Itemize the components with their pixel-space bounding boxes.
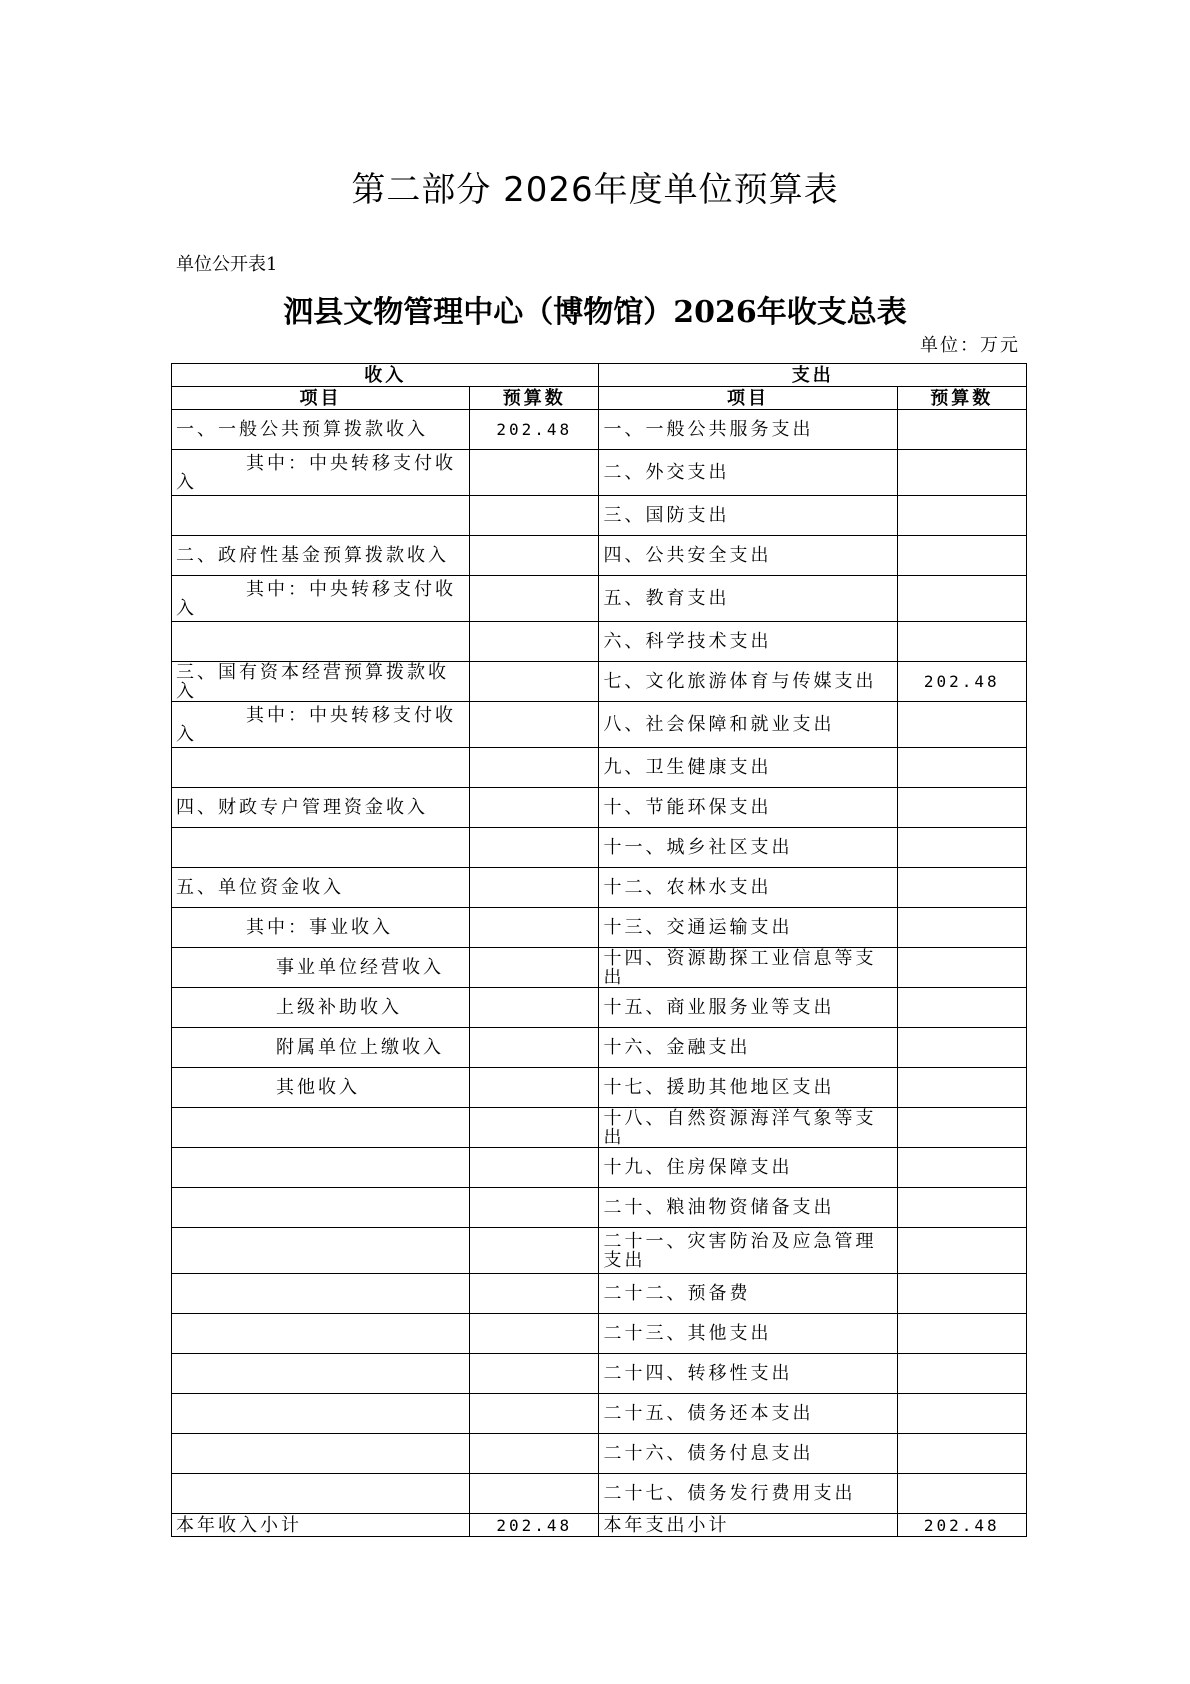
- income-total-label: 本年收入小计: [172, 1514, 470, 1537]
- expense-header: 支出: [599, 364, 1027, 387]
- income-amount: [470, 1028, 599, 1068]
- total-row: [172, 1514, 1027, 1537]
- expense-item: 二、外交支出: [599, 450, 897, 496]
- income-budget-header: 预算数: [470, 387, 599, 410]
- expense-amount: [897, 1354, 1026, 1394]
- expense-item: 十、节能环保支出: [599, 788, 897, 828]
- income-amount: [470, 450, 599, 496]
- expense-item: 十八、自然资源海洋气象等支出: [599, 1108, 897, 1148]
- table-row: [172, 1148, 1027, 1188]
- income-item: 附属单位上缴收入: [172, 1028, 470, 1068]
- unit-label: 单位：万元: [920, 335, 1020, 356]
- expense-item: 二十、粮油物资储备支出: [599, 1188, 897, 1228]
- expense-amount: [897, 788, 1026, 828]
- income-amount: [470, 1274, 599, 1314]
- expense-item: 十一、城乡社区支出: [599, 828, 897, 868]
- expense-item: 四、公共安全支出: [599, 536, 897, 576]
- expense-amount: [897, 948, 1026, 988]
- income-amount: [470, 576, 599, 622]
- table-row: [172, 410, 1027, 450]
- income-item-text: 其中：中央转移支付收入: [176, 452, 456, 493]
- income-item: [172, 1314, 470, 1354]
- table-row: [172, 576, 1027, 622]
- income-item: 上级补助收入: [172, 988, 470, 1028]
- expense-amount: 202.48: [897, 662, 1026, 702]
- income-amount: [470, 1394, 599, 1434]
- income-amount: [470, 1434, 599, 1474]
- expense-amount: [897, 1434, 1026, 1474]
- expense-item: 十二、农林水支出: [599, 868, 897, 908]
- income-amount: [470, 702, 599, 748]
- income-item: [172, 1188, 470, 1228]
- income-item: 五、单位资金收入: [172, 868, 470, 908]
- income-amount: [470, 1354, 599, 1394]
- expense-item: 十四、资源勘探工业信息等支出: [599, 948, 897, 988]
- expense-item: 十三、交通运输支出: [599, 908, 897, 948]
- expense-item: 二十六、债务付息支出: [599, 1434, 897, 1474]
- table-row: [172, 788, 1027, 828]
- expense-item-header: 项目: [599, 387, 897, 410]
- table-row: [172, 948, 1027, 988]
- income-amount: [470, 622, 599, 662]
- expense-amount: [897, 868, 1026, 908]
- income-amount: [470, 908, 599, 948]
- income-item: 二、政府性基金预算拨款收入: [172, 536, 470, 576]
- table-row: [172, 1028, 1027, 1068]
- income-amount: [470, 536, 599, 576]
- expense-item: 一、一般公共服务支出: [599, 410, 897, 450]
- table-row: [172, 1394, 1027, 1434]
- income-item: 其中：事业收入: [172, 908, 470, 948]
- expense-amount: [897, 450, 1026, 496]
- part-title: 第二部分 2026年度单位预算表: [351, 170, 839, 210]
- budget-table: [171, 363, 1027, 1537]
- expense-amount: [897, 908, 1026, 948]
- income-item: [172, 1434, 470, 1474]
- table-row: [172, 908, 1027, 948]
- table-row: [172, 1068, 1027, 1108]
- income-amount: [470, 868, 599, 908]
- table-title: 泗县文物管理中心（博物馆）2026年收支总表: [283, 295, 907, 330]
- expense-amount: [897, 622, 1026, 662]
- expense-total-label: 本年支出小计: [599, 1514, 897, 1537]
- expense-item: 五、教育支出: [599, 576, 897, 622]
- income-item: [172, 1228, 470, 1274]
- income-item: 事业单位经营收入: [172, 948, 470, 988]
- income-item: [172, 622, 470, 662]
- income-amount: [470, 1108, 599, 1148]
- income-item: [172, 1148, 470, 1188]
- income-amount: [470, 1148, 599, 1188]
- table-row: [172, 662, 1027, 702]
- expense-item: 二十二、预备费: [599, 1274, 897, 1314]
- income-amount: [470, 1474, 599, 1514]
- expense-item: 八、社会保障和就业支出: [599, 702, 897, 748]
- income-amount: [470, 788, 599, 828]
- income-amount: [470, 948, 599, 988]
- income-item: [172, 1274, 470, 1314]
- income-item: 一、一般公共预算拨款收入: [172, 410, 470, 450]
- table-row: [172, 1434, 1027, 1474]
- table-row: [172, 868, 1027, 908]
- table-row: [172, 1188, 1027, 1228]
- expense-amount: [897, 702, 1026, 748]
- income-item: [172, 1474, 470, 1514]
- expense-amount: [897, 748, 1026, 788]
- expense-amount: [897, 496, 1026, 536]
- income-amount: 202.48: [470, 410, 599, 450]
- income-item: [172, 828, 470, 868]
- income-item: [172, 702, 470, 748]
- income-amount: [470, 1188, 599, 1228]
- expense-item: 二十一、灾害防治及应急管理支出: [599, 1228, 897, 1274]
- expense-item: 七、文化旅游体育与传媒支出: [599, 662, 897, 702]
- income-item: [172, 496, 470, 536]
- income-total-amount: 202.48: [470, 1514, 599, 1537]
- table-row: [172, 1354, 1027, 1394]
- income-amount: [470, 1228, 599, 1274]
- table-number: 单位公开表1: [176, 254, 278, 275]
- expense-amount: [897, 1474, 1026, 1514]
- income-item: 四、财政专户管理资金收入: [172, 788, 470, 828]
- table-row: [172, 496, 1027, 536]
- table-row: [172, 1228, 1027, 1274]
- expense-amount: [897, 828, 1026, 868]
- expense-item: 六、科学技术支出: [599, 622, 897, 662]
- income-amount: [470, 496, 599, 536]
- expense-item: 九、卫生健康支出: [599, 748, 897, 788]
- expense-amount: [897, 576, 1026, 622]
- income-amount: [470, 988, 599, 1028]
- expense-amount: [897, 1028, 1026, 1068]
- expense-budget-header: 预算数: [897, 387, 1026, 410]
- income-amount: [470, 748, 599, 788]
- income-amount: [470, 1068, 599, 1108]
- expense-item: 十七、援助其他地区支出: [599, 1068, 897, 1108]
- expense-amount: [897, 536, 1026, 576]
- expense-item: 十六、金融支出: [599, 1028, 897, 1068]
- expense-amount: [897, 1148, 1026, 1188]
- expense-amount: [897, 410, 1026, 450]
- table-row: [172, 1314, 1027, 1354]
- expense-item: 二十三、其他支出: [599, 1314, 897, 1354]
- expense-item: 十五、商业服务业等支出: [599, 988, 897, 1028]
- expense-amount: [897, 1188, 1026, 1228]
- income-item: 其他收入: [172, 1068, 470, 1108]
- income-amount: [470, 1314, 599, 1354]
- income-item-text: 其中：中央转移支付收入: [176, 578, 456, 619]
- table-row: [172, 450, 1027, 496]
- table-row: [172, 1474, 1027, 1514]
- income-item-header: 项目: [172, 387, 470, 410]
- income-item: [172, 576, 470, 622]
- table-row: [172, 702, 1027, 748]
- income-item: [172, 1394, 470, 1434]
- income-amount: [470, 662, 599, 702]
- expense-total-amount: 202.48: [897, 1514, 1026, 1537]
- expense-item: 十九、住房保障支出: [599, 1148, 897, 1188]
- expense-item: 二十四、转移性支出: [599, 1354, 897, 1394]
- table-row: [172, 748, 1027, 788]
- expense-amount: [897, 1314, 1026, 1354]
- table-row: [172, 622, 1027, 662]
- income-amount: [470, 828, 599, 868]
- expense-amount: [897, 1108, 1026, 1148]
- expense-amount: [897, 1068, 1026, 1108]
- expense-item: 三、国防支出: [599, 496, 897, 536]
- table-row: [172, 988, 1027, 1028]
- income-item: [172, 450, 470, 496]
- expense-amount: [897, 1274, 1026, 1314]
- income-header: 收入: [172, 364, 599, 387]
- income-item: [172, 1108, 470, 1148]
- expense-item: 二十五、债务还本支出: [599, 1394, 897, 1434]
- table-row: [172, 1108, 1027, 1148]
- table-row: [172, 536, 1027, 576]
- expense-amount: [897, 988, 1026, 1028]
- table-row: [172, 828, 1027, 868]
- table-row: [172, 1274, 1027, 1314]
- income-item: [172, 1354, 470, 1394]
- expense-amount: [897, 1394, 1026, 1434]
- expense-amount: [897, 1228, 1026, 1274]
- expense-item: 二十七、债务发行费用支出: [599, 1474, 897, 1514]
- income-item: 三、国有资本经营预算拨款收入: [172, 662, 470, 702]
- income-item-text: 其中：中央转移支付收入: [176, 704, 456, 745]
- income-item: [172, 748, 470, 788]
